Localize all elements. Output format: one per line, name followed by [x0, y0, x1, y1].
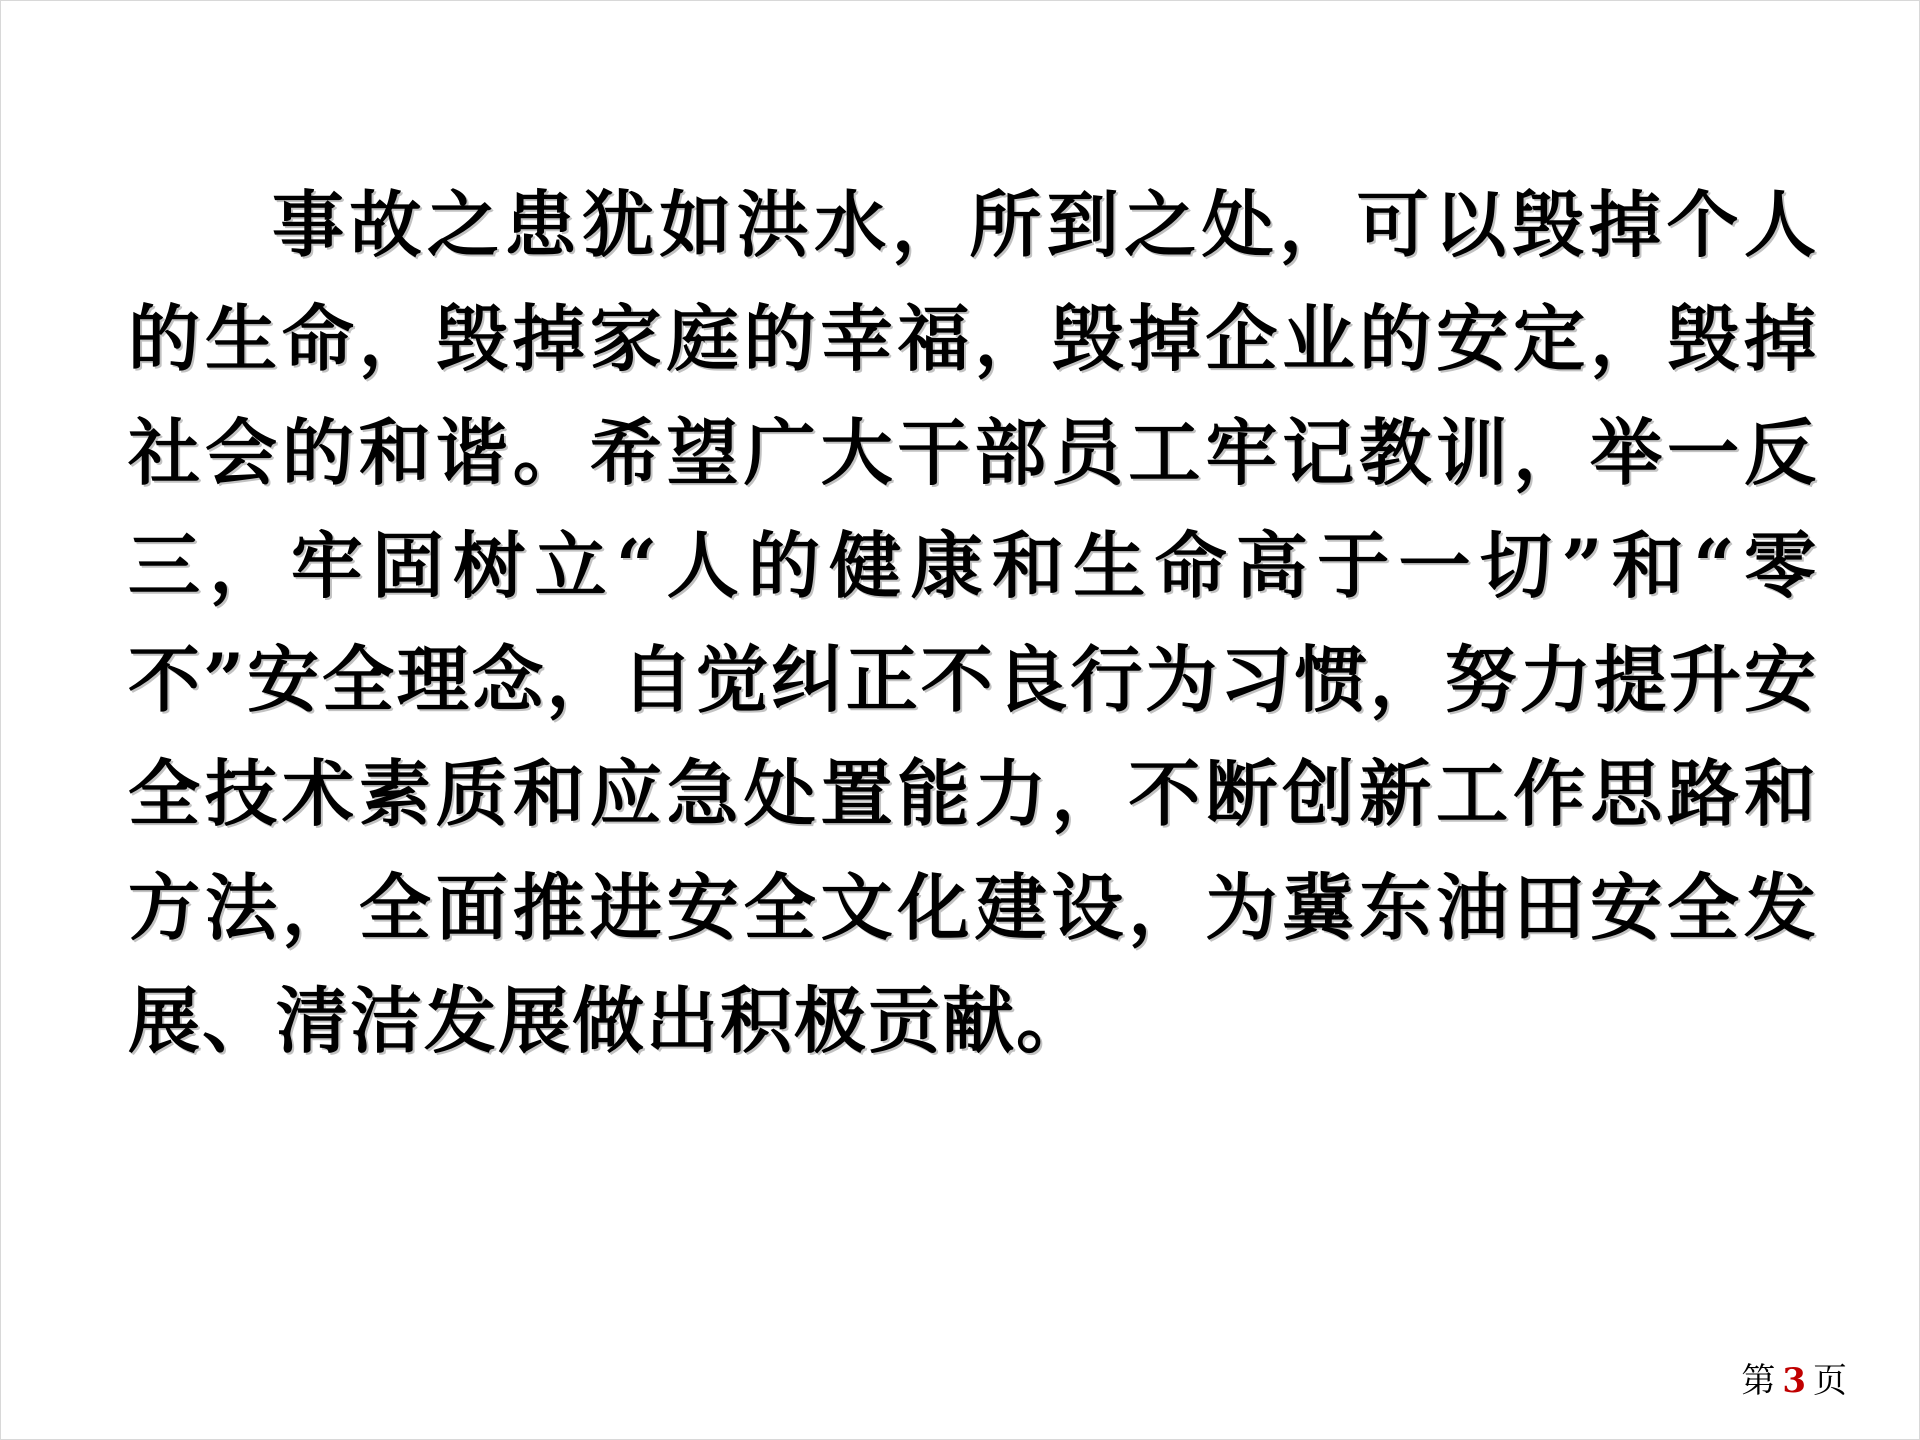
page-number	[1741, 1353, 1848, 1402]
slide-body-paragraph: 事故之患犹如洪水，所到之处，可以毁掉个人的生命，毁掉家庭的幸福，毁掉企业的安定，毁掉社会的和谐。希望广大干部员工牢记教训，举一反三，牢固树立“人的健康和生命高于一切”和“零不”安全理念，自觉纠正不良行为习惯，努力提升安全技术素质和应急处置能力，不断创新工作思路和方法，全面推进安全文化建设，为冀东油田安全发展、清洁发展做出积极贡献。	[128, 182, 1818, 1064]
page-number-value: 3	[1782, 1361, 1807, 1401]
page-number-suffix: 页	[1813, 1361, 1848, 1401]
page-number-prefix: 第	[1741, 1361, 1777, 1401]
